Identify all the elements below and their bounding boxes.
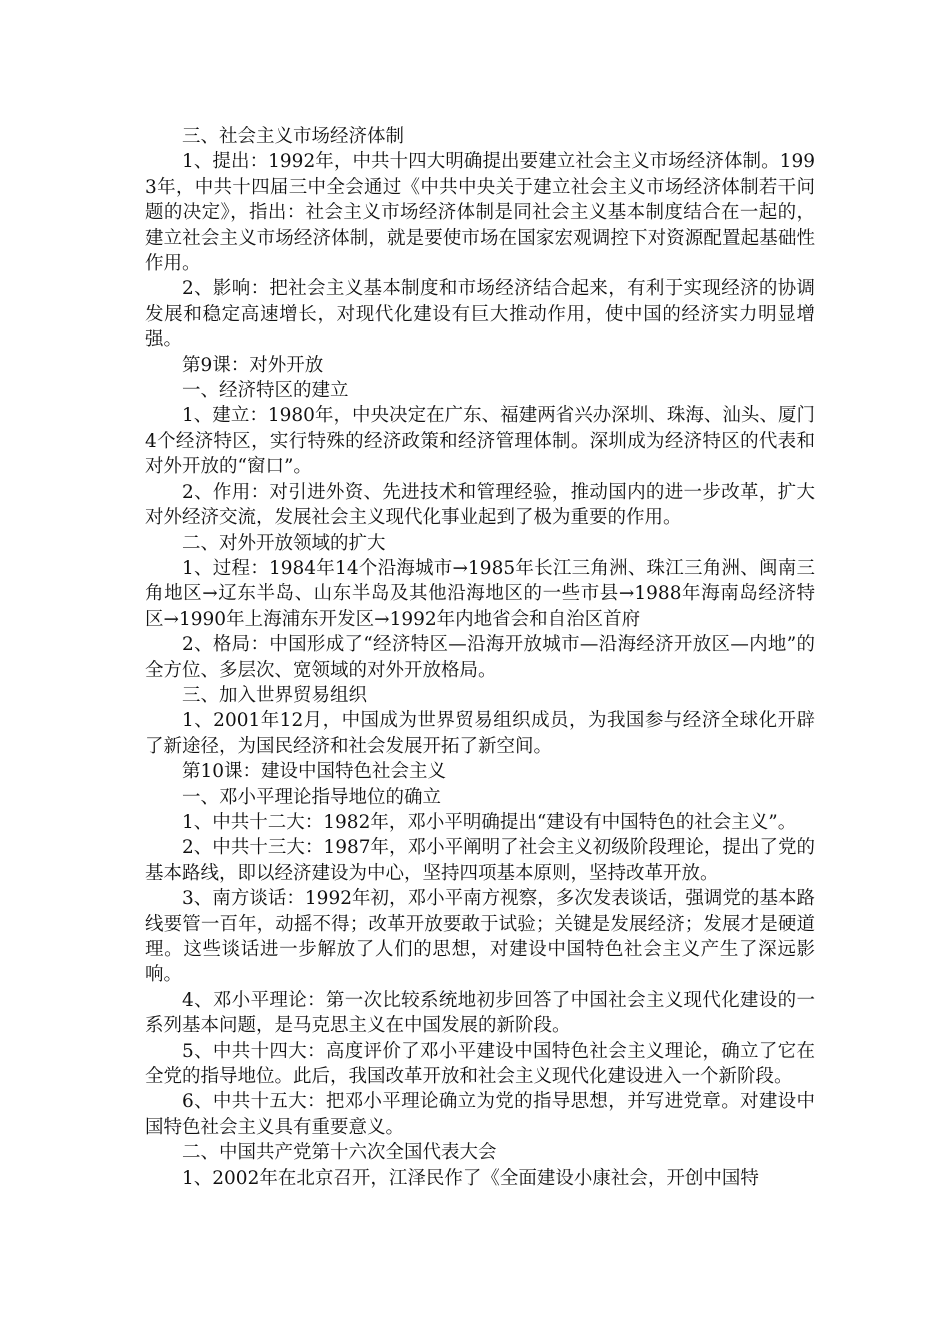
section-heading: 三、加入世界贸易组织 <box>182 684 368 706</box>
section-heading: 二、中国共产党第十六次全国代表大会 <box>182 1142 497 1164</box>
paragraph: 1、2001年12月，中国成为世界贸易组织成员，为我国参与经济全球化开辟了新途径，为国民经济和社会发展开拓了新空间。 <box>145 710 815 757</box>
section-heading: 二、对外开放领域的扩大 <box>182 532 386 554</box>
paragraph: 4、邓小平理论：第一次比较系统地初步回答了中国社会主义现代化建设的一系列基本问题，是马克思主义在中国发展的新阶段。 <box>145 989 815 1037</box>
paragraph: 1、提出：1992年，中共十四大明确提出要建立社会主义市场经济体制。1993年，中共十四届三中全会通过《中共中央关于建立社会主义市场经济体制若干问题的决定》，指出：社会主义市场经济体制是同社会主义基本制度结合在一起的，建立社会主义市场经济体制，就是要使市场在国家宏观调控下对资源配置起基础性作用。 <box>145 151 815 275</box>
section-heading: 三、社会主义市场经济体制 <box>182 126 405 147</box>
paragraph: 6、中共十五大：把邓小平理论确立为党的指导思想，并写进党章。对建设中国特色社会主义具有重要意义。 <box>145 1091 815 1138</box>
paragraph: 1、2002年在北京召开，江泽民作了《全面建设小康社会，开创中国特 <box>182 1167 759 1189</box>
paragraph: 1、过程：1984年14个沿海城市→1985年长江三角洲、珠江三角洲、闽南三角地区→辽东半岛、山东半岛及其他沿海地区的一些市县→1988年海南岛经济特区→1990年上海浦东开发区→1992年内地省会和自治区首府 <box>145 557 815 630</box>
paragraph: 2、影响：把社会主义基本制度和市场经济结合起来，有利于实现经济的协调发展和稳定高速增长，对现代化建设有巨大推动作用，使中国的经济实力明显增强。 <box>145 278 815 351</box>
paragraph: 1、建立：1980年，中央决定在广东、福建两省兴办深圳、珠海、汕头、厦门4个经济特区，实行特殊的经济政策和经济管理体制。深圳成为经济特区的代表和对外开放的“窗口”。 <box>145 405 815 478</box>
lesson-heading: 第9课：对外开放 <box>182 354 324 376</box>
document-body <box>145 124 815 1191</box>
paragraph: 2、中共十三大：1987年，邓小平阐明了社会主义初级阶段理论，提出了党的基本路线，即以经济建设为中心，坚持四项基本原则，坚持改革开放。 <box>145 837 815 884</box>
paragraph: 3、南方谈话：1992年初，邓小平南方视察，多次发表谈话，强调党的基本路线要管一百年，动摇不得；改革开放要敢于试验；关键是发展经济；发展才是硬道理。这些谈话进一步解放了人们的思想，对建设中国特色社会主义产生了深远影响。 <box>145 888 815 986</box>
paragraph: 1、中共十二大：1982年，邓小平明确提出“建设有中国特色的社会主义”。 <box>182 811 797 833</box>
lesson-heading: 第10课：建设中国特色社会主义 <box>182 761 447 783</box>
paragraph: 2、格局：中国形成了“经济特区—沿海开放城市—沿海经济开放区—内地”的全方位、多层次、宽领域的对外开放格局。 <box>145 634 815 681</box>
paragraph: 2、作用：对引进外资、先进技术和管理经验，推动国内的进一步改革，扩大对外经济交流，发展社会主义现代化事业起到了极为重要的作用。 <box>145 481 815 529</box>
section-heading: 一、经济特区的建立 <box>182 380 349 402</box>
paragraph: 5、中共十四大：高度评价了邓小平建设中国特色社会主义理论，确立了它在全党的指导地位。此后，我国改革开放和社会主义现代化建设进入一个新阶段。 <box>145 1040 815 1088</box>
section-heading: 一、邓小平理论指导地位的确立 <box>182 786 442 808</box>
